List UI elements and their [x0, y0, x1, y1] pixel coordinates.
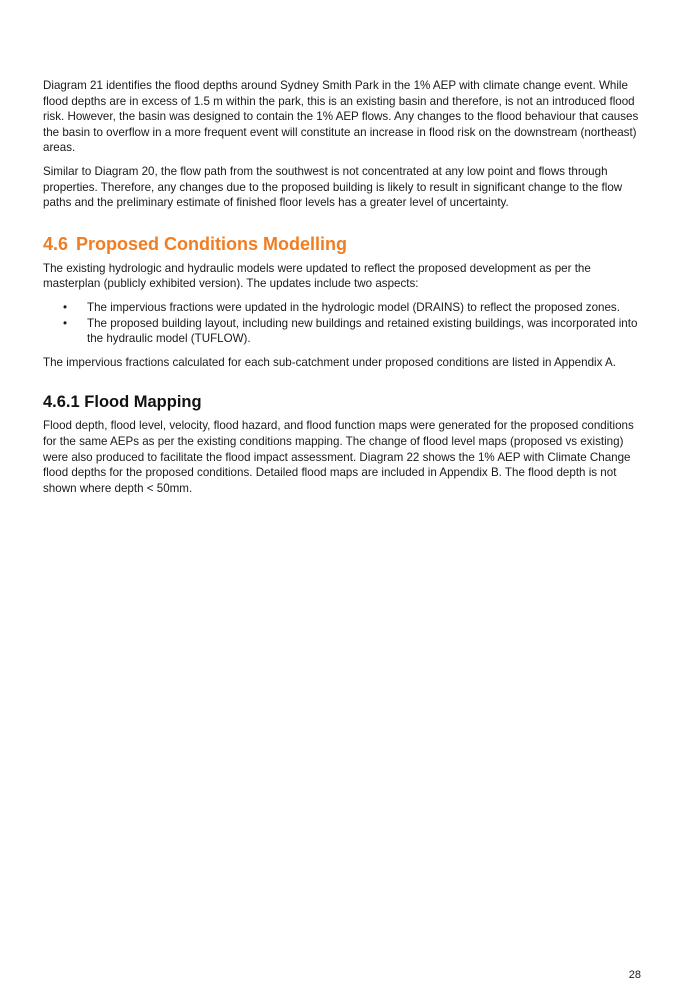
section-heading-proposed-conditions-modelling: [43, 233, 643, 255]
list-item-text: The impervious fractions were updated in the hydrologic model (DRAINS) to reflect the proposed zones.: [87, 300, 620, 314]
subsection-heading-flood-mapping: 4.6.1 Flood Mapping: [43, 393, 202, 412]
paragraph-models-updated: The existing hydrologic and hydraulic models were updated to reflect the proposed development as per the masterplan (publicly exhibited version). The updates include two aspects:: [43, 261, 591, 291]
page-number: 28: [628, 969, 641, 981]
section-number: 4.6: [43, 233, 69, 254]
list-item-text: The proposed building layout, including new buildings and retained existing buildings, was incorporated into the hydraulic model (TUFLOW).: [87, 316, 638, 346]
list-item: [43, 316, 643, 347]
bullet-glyph: •: [63, 316, 68, 330]
bullet-glyph: •: [63, 300, 68, 314]
paragraph-flood-mapping: Flood depth, flood level, velocity, flood hazard, and flood function maps were generated for the proposed conditions for the same AEPs as per the existing conditions mapping. The change of flood level maps (proposed vs existing) were also produced to facilitate the flood impact assessment. Diagram 22 shows the 1% AEP with Climate Change flood depths for the proposed conditions. Detailed flood maps are included in Appendix B. The flood depth is not shown where depth < 50mm.: [43, 419, 634, 495]
paragraph-southwest-flow-path: Similar to Diagram 20, the flow path from the southwest is not concentrated at any low point and flows through properties. Therefore, any changes due to the proposed building is likely to result in significant change to the flow paths and the preliminary estimate of finished floor levels has a greater level of uncertainty.: [43, 164, 623, 210]
paragraph-flood-depths-sydney-smith-park: Diagram 21 identifies the flood depths around Sydney Smith Park in the 1% AEP with climate change event. While flood depths are in excess of 1.5 m within the park, this is an existing basin and therefore, is not an introduced flood risk. However, the basin was designed to contain the 1% AEP flows. Any changes to the flood behaviour that causes the basin to overflow in a more frequent event will constitute an increase in flood risk on the downstream (northeast) areas.: [43, 79, 639, 155]
document-page: [43, 78, 643, 496]
list-item: [43, 300, 643, 316]
update-aspects-list: [43, 300, 643, 347]
section-title: Proposed Conditions Modelling: [76, 233, 348, 254]
paragraph-impervious-fractions: The impervious fractions calculated for each sub-catchment under proposed conditions are listed in Appendix A.: [43, 355, 616, 369]
